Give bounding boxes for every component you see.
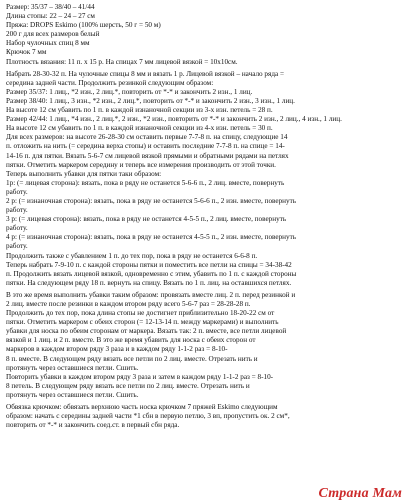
text-line: 2 лиц. вместе после резинки в каждом втором ряду всего 5-6-7 раз = 28-28-28 п. [6,300,251,308]
text-line: Набрать 28-30-32 п. На чулочные спицы 8 мм и вязать 1 р. Лицевой вязкой – начало ряда = [6,69,285,78]
header-line: Плотность вязания: 11 п. x 15 р. На спицах 7 мм лицевой вязкой = 10x10см. [6,57,238,66]
text-line: 4 р: (= изнаночная сторона): вязать, пока в ряду не останется 4-5-5 п., 2 изн. вместе, повернуть [6,233,297,242]
instruction-paragraph [6,70,399,288]
text-line: пятки. На следующем ряду 18 п. вернуть на спицу. Вязать по 1 п. лиц. на оставшихся петлях. [6,278,292,287]
text-line: работу. [6,224,28,233]
text-line: протянуть через оставшиеся петли. Сшить. [6,390,139,399]
text-line: 1р: (= лицевая сторона): вязать, пока в ряду не останется 5-6-6 п., 2 лиц. вместе, повернуть [6,178,285,187]
text-line: Повторить убавки в каждом втором ряду 3 раза и затем в каждом ряду 1-1-2 раз = 8-10- [6,372,274,381]
site-watermark: Страна Мам [318,485,402,501]
text-line: 8 петель. В следующем ряду вязать все петли по 2 лиц. вместе. Отрезать нить и [6,381,250,390]
text-line: 3 р: (= лицевая сторона): вязать, пока в ряду не останется 4-5-5 п., 2 лиц. вместе, повернуть [6,215,287,224]
text-line: Размер 42/44: 1 лиц., *4 изн., 2 лиц.*, 2 изн., *2 изн., повторить от *-* и закончить 2 изн., 2 лиц., 4 изн., 1 лиц. [6,115,342,124]
text-line: работу. [6,206,28,215]
text-line: 8 п. вместе. В следующем ряду вязать все петли по 2 лиц. вместе. Отрезать нить и [6,354,258,363]
text-line: Теперь набрать 7-9-10 п. с каждой стороны пятки и поместить все петли на спицы = 34-38-42 [6,260,292,269]
text-line: п. Продолжить вязать лицевой вязкой, одновременно с этим, убавить по 1 п. с каждой стороны [6,269,297,278]
text-line: пятки. Отметить маркером с обеих сторон (= 12-13-14 п. между маркерами) и выполнить [6,318,279,327]
text-line: Обвязка крючком: обвязать верхнюю часть носка крючком 7 пряжей Eskimo следующим [6,403,278,412]
header-line: 200 г для всех размеров белый [6,30,100,39]
text-line: маркеров в каждом втором ряду 3 раза и в каждом ряду 1-1-2 раз = 8-10- [6,345,228,354]
text-line: На высоте 12 см убавить по 1 п. в каждой изнаночной секции из 4-х изн. петель = 30 п. [6,124,273,133]
text-line: образом: начать с середины задней части *1 сбн в первую петлю, 3 вп, пропустить ок. 2 см*, [6,412,290,421]
text-line: 14-16 п. для пятки. Вязать 5-6-7 см лицевой вязкой прямыми и обратными рядами на петлях [6,151,289,160]
text-line: работу. [6,242,28,251]
header-line: Размер: 35/37 – 38/40 – 41/44 [6,3,95,11]
text-line: вязкой и 1 лиц. и 2 п. вместе. В это же время убавить для носка с обеих сторон от [6,336,256,345]
text-line: Теперь выполнить убавки для пятки таки образом: [6,169,162,178]
instruction-paragraph [6,403,399,430]
text-line: Размер 38/40: 1 лиц., 3 изн., *2 изн., 2 лиц.*, повторить от *-* и закончить 2 изн., 3 изн., 1 лиц. [6,96,295,105]
pattern-header [6,3,399,67]
text-line: Размер 35/37: 1 лиц., *2 изн., 2 лиц.*, повторить от *-* и закончить 2 изн., 1 лиц. [6,87,253,96]
pattern-body [6,70,399,431]
text-line: Продолжить до тех пор, пока длина стопы не достигнет приблизительно 18-20-22 см от [6,309,275,318]
text-line: работу. [6,187,28,196]
header-line: Набор чулочных спиц 8 мм [6,39,90,48]
text-line: середина задней части. Продолжить резинкой следующим образом: [6,78,214,87]
text-line: На высоте 12 см убавить по 1 п. в каждой изнаночной секции из 3-х изн. петель = 28 п. [6,106,273,115]
text-line: В это же время выполнить убавки таким образом: провязать вместе лиц. 2 п. перед резинкой и [6,290,296,299]
text-line: убавки для носка по обеим сторонам от маркера. Вязать так: 2 п. вместе, все петли лицевой [6,327,287,336]
text-line: Для всех размеров: на высоте 26-28-30 см оставить первые 7-7-8 п. на спицу, следующие 14 [6,133,288,142]
header-line: Длина стопы: 22 – 24 – 27 см [6,12,95,21]
instruction-paragraph [6,291,399,400]
text-line: Продолжить также с убавлением 1 п. до тех пор, пока в ряду не останется 6-6-8 п. [6,251,258,260]
header-line: Пряжа: DROPS Eskimo (100% шерсть, 50 г = 50 м) [6,21,161,30]
text-line: пятки. Отметить маркером середину и теперь все измерения производить от этой точки. [6,160,276,169]
text-line: повторить от *-* и закончить соед.ст. в первый сбн ряда. [6,421,180,430]
header-line: Крючок 7 мм [6,48,47,57]
text-line: протянуть через оставшиеся петли. Сшить. [6,363,139,372]
text-line: п. отложить на нить (= середина верха стопы) и оставить последние 7-7-8 п. на спице = 14- [6,142,285,151]
text-line: 2 р: (= изнаночная сторона): вязать, пока в ряду не останется 5-6-6 п., 2 изн. вместе, повернуть [6,196,297,205]
